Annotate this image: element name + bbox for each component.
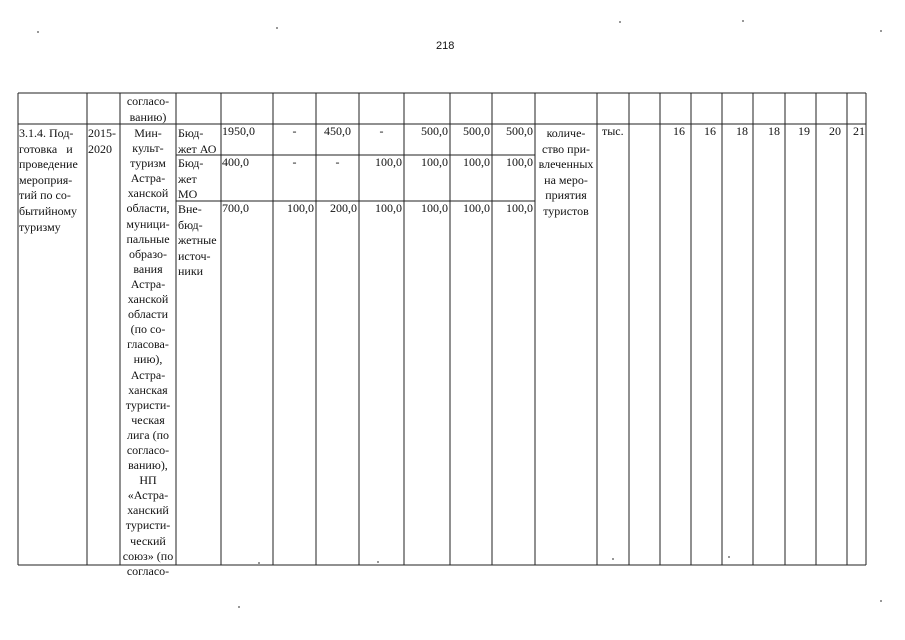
source-year-value: - [292,124,297,138]
source-year-value: - [292,155,297,169]
scan-speck [258,562,260,564]
source-year-value: 100,0 [375,201,402,215]
scan-speck [880,600,882,602]
indicator-value: 18 [768,124,780,138]
source-total: 700,0 [222,201,249,215]
source-year-value: 500,0 [463,124,490,138]
indicator-value: 20 [829,124,841,138]
source-year-value: 200,0 [330,201,357,215]
source-name: Бюд- жет АО [178,126,217,156]
source-year-value: 100,0 [506,155,533,169]
scan-speck [619,21,621,23]
scan-speck [728,556,730,558]
source-year-value: 100,0 [463,201,490,215]
indicator-value: 21 [853,124,865,138]
scan-speck [880,30,882,32]
unit: тыс. [602,124,624,138]
source-name: Бюд- жет МО [178,156,204,202]
source-total: 1950,0 [222,124,255,138]
indicator-value: 16 [673,124,685,138]
source-total: 400,0 [222,155,249,169]
indicator-value: 19 [798,124,810,138]
source-year-value: 100,0 [287,201,314,215]
executor: Мин- культ- туризм Астра- ханской области, муници- пальные образо- вания Астра- ханской области (по со- гласова- нию), Астра- ханская туристи- ческая лига (по согласо- ванию), НП «Астра- ханский туристи- ческий союз» (по согласо- [122,126,174,578]
source-year-value: 500,0 [506,124,533,138]
source-year-value: 100,0 [375,155,402,169]
scan-speck [377,561,379,563]
indicator-value: 18 [736,124,748,138]
executor-continued: согласо- ванию) [126,94,170,124]
source-year-value: 100,0 [463,155,490,169]
source-year-value: - [335,155,340,169]
source-year-value: 100,0 [421,155,448,169]
scan-speck [742,20,744,22]
indicator-name: количе- ство при- влеченных на меро- приятия туристов [538,126,594,218]
source-year-value: 100,0 [421,201,448,215]
scan-speck [238,606,240,608]
scan-speck [37,31,39,33]
measure-name: 3.1.4. Под- готовка и проведение мероприя- тий по со- бытийному туризму [19,126,78,234]
source-year-value: 500,0 [421,124,448,138]
scan-speck [276,27,278,29]
source-year-value: 100,0 [506,201,533,215]
source-year-value: 450,0 [324,124,351,138]
source-name: Вне- бюд- жетные источ- ники [178,202,217,279]
period: 2015- 2020 [88,126,116,156]
scan-speck [612,558,614,560]
indicator-value: 16 [704,124,716,138]
source-year-value: - [379,124,384,138]
page-number: 218 [436,40,455,52]
